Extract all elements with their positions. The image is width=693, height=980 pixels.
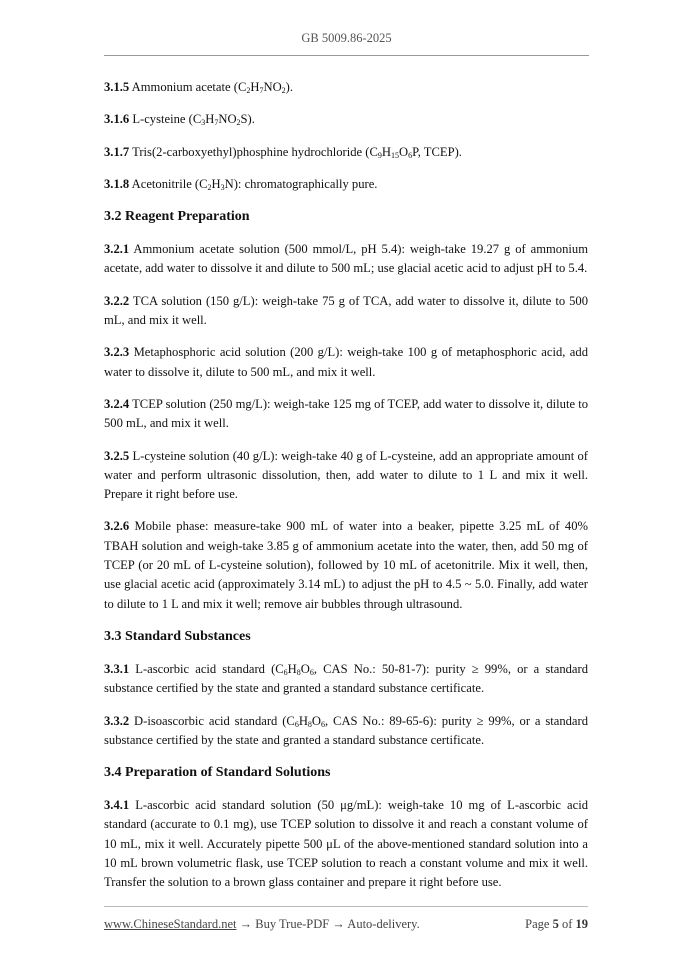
clause-number: 3.4.1 xyxy=(104,798,130,813)
subscript: 8 xyxy=(296,667,301,677)
clause-number: 3.3.1 xyxy=(104,661,130,676)
page-footer xyxy=(104,917,588,932)
subscript: 9 xyxy=(377,150,382,160)
clause-text: Ammonium acetate solution (500 mmol/L, pH 5.4): weigh-take 19.27 g of ammonium acetate, add water to dissolve it and dilute to 500 mL; use glacial acetic acid to adjust pH to 5.4. xyxy=(104,242,588,276)
subscript: 15 xyxy=(391,150,399,160)
clause-number: 3.1.6 xyxy=(104,112,130,127)
clause-text: ). xyxy=(285,80,294,94)
clause-paragraph xyxy=(104,660,588,699)
subscript: 6 xyxy=(309,667,314,677)
clause-text: P, TCEP). xyxy=(412,144,462,159)
subscript: 7 xyxy=(259,86,264,95)
clause-text: TCEP solution (250 mg/L): weigh-take 125 mg of TCEP, add water to dissolve it, dilute to 500 mL, and mix it well. xyxy=(104,396,588,431)
clause-text: Acetonitrile (C xyxy=(129,176,208,191)
clause-paragraph xyxy=(104,240,588,279)
header-divider xyxy=(104,55,589,56)
clause-text: L-cysteine solution (40 g/L): weigh-take 40 g of L-cysteine, add an appropriate amount of water and perform ultrasonic dissolution, then, add water to dilute to 1 L and mix it well. Prepare it right before use. xyxy=(104,448,588,502)
clause-text: H xyxy=(250,80,260,94)
clause-number: 3.1.5 xyxy=(104,80,130,94)
footer-divider xyxy=(104,906,588,907)
clause-number: 3.1.8 xyxy=(104,176,130,191)
clause-text: H xyxy=(211,176,221,191)
page-header: GB 5009.86-2025 xyxy=(301,31,392,45)
clause-text: H xyxy=(287,661,297,676)
footer-tagline: → Buy True-PDF → Auto-delivery. xyxy=(236,917,420,931)
clause-number: 3.2.4 xyxy=(104,396,130,411)
clause-text: NO xyxy=(263,80,282,94)
clause-paragraph xyxy=(104,343,588,382)
subscript: 3 xyxy=(201,118,206,128)
footer-left xyxy=(104,917,420,932)
subscript: 2 xyxy=(236,118,241,128)
clause-text: , CAS No.: 89-65-6): purity ≥ 99%, or a standard substance certified by the state and granted a standard substance certificate. xyxy=(104,713,588,747)
clause-number: 3.2.3 xyxy=(104,345,130,360)
clause-text: Metaphosphoric acid solution (200 g/L): weigh-take 100 g of metaphosphoric acid, add water to dissolve it, dilute to 500 mL, and mix it well. xyxy=(104,345,588,379)
clause-text: H xyxy=(205,112,215,127)
subscript: 6 xyxy=(408,150,413,160)
clause-text: L-cysteine (C xyxy=(129,112,202,127)
clause-text: H xyxy=(298,713,308,728)
clause-text: Tris(2-carboxyethyl)phosphine hydrochloride (C xyxy=(129,144,378,159)
subscript: 3 xyxy=(220,182,225,192)
subscript: 2 xyxy=(207,182,212,192)
clause-number: 3.2.2 xyxy=(104,293,130,308)
clause-text: NO xyxy=(218,112,237,127)
document-body xyxy=(104,78,588,906)
clause-paragraph xyxy=(104,143,588,162)
clause-paragraph xyxy=(104,292,588,331)
clause-paragraph xyxy=(104,78,588,97)
current-page: 5 xyxy=(552,917,559,931)
subscript: 8 xyxy=(307,719,312,729)
section-heading: 3.4 Preparation of Standard Solutions xyxy=(104,765,331,781)
clause-paragraph xyxy=(104,517,588,613)
clause-number: 3.2.1 xyxy=(104,242,130,257)
clause-text: L-ascorbic acid standard solution (50 μg/mL): weigh-take 10 mg of L-ascorbic acid standard (accurate to 0.1 mg), use TCEP solution to dissolve it and reach a constant volume of 10 mL, mix it well. Accurately pipette 500 μL of the above-mentioned standard solution into a 10 mL brown volumetric flask, use TCEP solution to reach a constant volume and mix it well. Transfer the solution to a brown glass container and prepare it right before use. xyxy=(104,798,588,890)
clause-text: O xyxy=(300,661,310,676)
subscript: 6 xyxy=(294,719,299,729)
clause-text: N): chromatographically pure. xyxy=(224,176,378,191)
clause-text: , CAS No.: 50-81-7): purity ≥ 99%, or a standard substance certified by the state and granted a standard substance certificate. xyxy=(104,661,589,696)
subscript: 6 xyxy=(283,667,288,677)
section-heading: 3.2 Reagent Preparation xyxy=(104,209,250,225)
clause-text: H xyxy=(381,144,391,159)
clause-paragraph xyxy=(104,447,588,505)
subscript: 7 xyxy=(214,118,219,128)
clause-number: 3.2.5 xyxy=(104,448,130,463)
clause-paragraph xyxy=(104,712,588,751)
total-pages: 19 xyxy=(575,917,588,931)
website-link[interactable]: www.ChineseStandard.net xyxy=(104,917,237,931)
page-number xyxy=(525,917,588,932)
page-label: Page xyxy=(525,917,553,931)
subscript: 6 xyxy=(321,719,326,729)
clause-number: 3.1.7 xyxy=(104,144,130,159)
of-label: of xyxy=(558,917,576,931)
clause-paragraph xyxy=(104,796,588,892)
clause-text: TCA solution (150 g/L): weigh-take 75 g of TCA, add water to dissolve it, dilute to 500 mL, and mix it well. xyxy=(104,293,588,328)
clause-text: D-isoascorbic acid standard (C xyxy=(129,713,295,728)
subscript: 2 xyxy=(281,86,286,95)
clause-text: O xyxy=(399,144,409,159)
clause-paragraph xyxy=(104,110,588,129)
clause-text: S). xyxy=(240,112,255,127)
clause-paragraph xyxy=(104,395,588,434)
subscript: 2 xyxy=(246,86,251,95)
clause-text: L-ascorbic acid standard (C xyxy=(129,661,284,676)
clause-paragraph xyxy=(104,175,588,194)
clause-number: 3.3.2 xyxy=(104,713,130,728)
clause-text: Mobile phase: measure-take 900 mL of water into a beaker, pipette 3.25 mL of 40% TBAH solution and weigh-take 3.85 g of ammonium acetate into the water, then, add 50 mg of TCEP (or 20 mL of L-cysteine solution), followed by 10 mL of acetonitrile. Mix it well, then, use glacial acetic acid (approximately 3.14 mL) to adjust the pH to 4.5 ~ 5.0. Finally, add water to dilute to 1 L and mix it well; remove air bubbles through ultrasound. xyxy=(104,519,588,611)
clause-text: O xyxy=(311,713,322,728)
clause-number: 3.2.6 xyxy=(104,519,130,534)
section-heading: 3.3 Standard Substances xyxy=(104,628,251,644)
clause-text: Ammonium acetate (C xyxy=(129,80,247,94)
